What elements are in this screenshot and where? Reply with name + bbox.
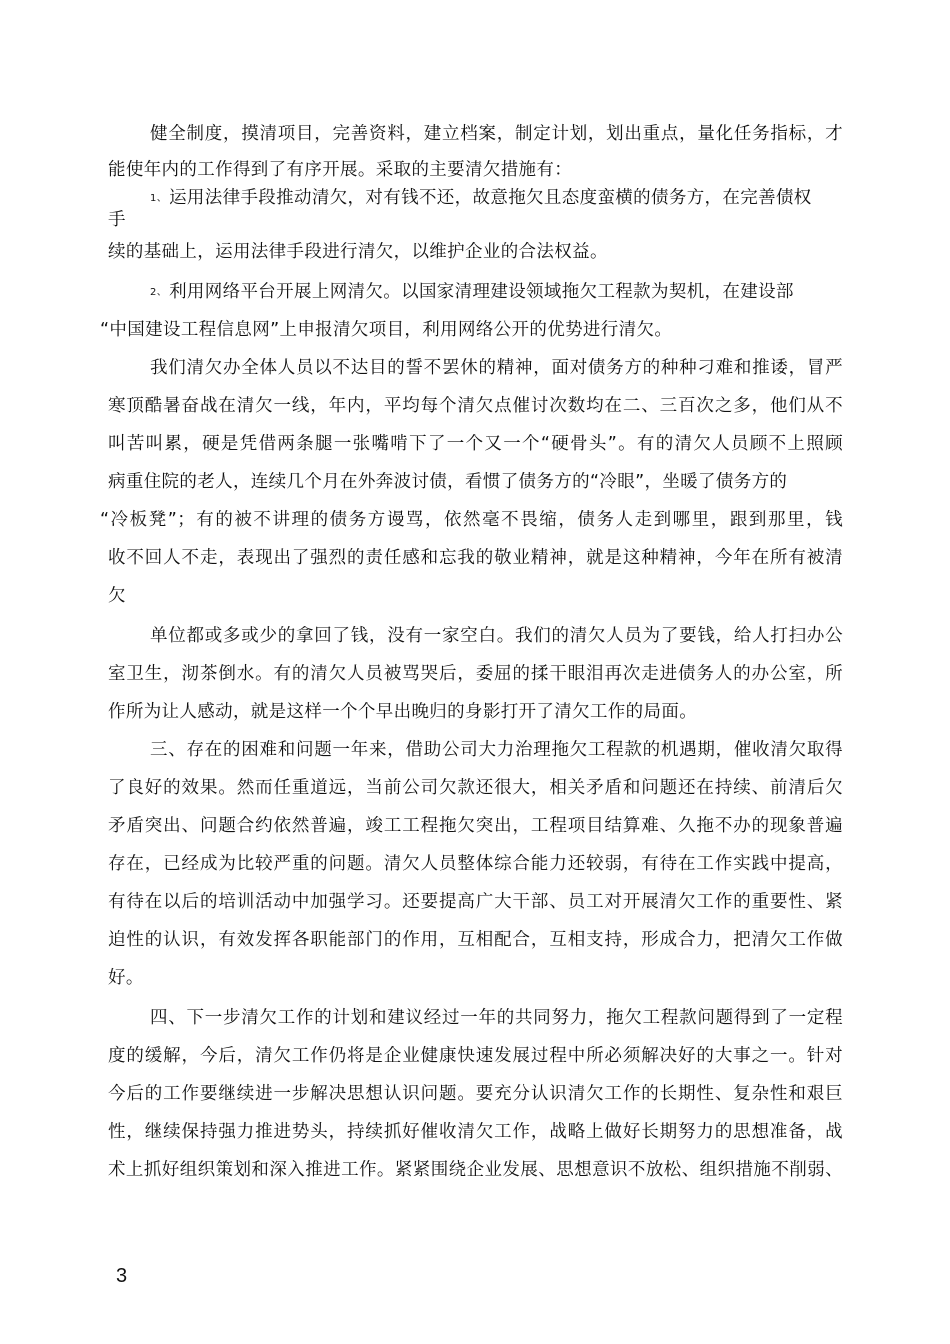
text-line: 三、存在的困难和问题一年来，借助公司大力治理拖欠工程款的机遇期，催收清欠取得 — [150, 740, 843, 760]
text-line: 四、下一步清欠工作的计划和建议经过一年的共同努力，拖欠工程款问题得到了一定程 — [150, 1008, 843, 1028]
text-line: 欠 — [108, 586, 126, 606]
text-line: 存在，已经成为比较严重的问题。清欠人员整体综合能力还较弱，有待在工作实践中提高， — [108, 854, 843, 874]
text-line: 健全制度，摸清项目，完善资料，建立档案，制定计划，划出重点，量化任务指标，才 — [150, 124, 843, 144]
text-line: 有待在以后的培训活动中加强学习。还要提高广大干部、员工对开展清欠工作的重要性、紧 — [108, 892, 843, 912]
text-line: 病重住院的老人，连续几个月在外奔波讨债，看惯了债务方的“冷眼”，坐暖了债务方的 — [108, 472, 788, 492]
text-line: 利用网络平台开展上网清欠。以国家清理建设领域拖欠工程款为契机，在建设部 — [169, 282, 794, 302]
list-item-2 — [150, 281, 843, 306]
text-line: 今后的工作要继续进一步解决思想认识问题。要充分认识清欠工作的长期性、复杂性和艰巨 — [108, 1084, 843, 1104]
list-number: 1、 — [150, 193, 168, 204]
text-line: 迫性的认识，有效发挥各职能部门的作用，互相配合，互相支持，形成合力，把清欠工作做 — [108, 930, 843, 950]
text-line: 收不回人不走，表现出了强烈的责任感和忘我的敬业精神，就是这种精神，今年在所有被清 — [108, 548, 843, 568]
text-line: 术上抓好组织策划和深入推进工作。紧紧围绕企业发展、思想意识不放松、组织措施不削弱、 — [108, 1160, 843, 1180]
text-line: 好。 — [108, 968, 144, 988]
text-line: “冷板凳”；有的被不讲理的债务方谩骂，依然毫不畏缩，债务人走到哪里，跟到那里，钱 — [100, 510, 843, 530]
text-line: 能使年内的工作得到了有序开展。采取的主要清欠措施有： — [108, 160, 573, 180]
text-line: 运用法律手段推动清欠，对有钱不还，故意拖欠且态度蛮横的债务方，在完善债权 — [169, 188, 812, 208]
text-line: 叫苦叫累，硬是凭借两条腿一张嘴啃下了一个又一个“硬骨头”。有的清欠人员顾不上照顾 — [108, 434, 843, 454]
text-line: 度的缓解，今后，清欠工作仍将是企业健康快速发展过程中所必须解决好的大事之一。针对 — [108, 1046, 843, 1066]
text-line: 手 — [108, 210, 126, 230]
text-line: 寒顶酷暑奋战在清欠一线，年内，平均每个清欠点催讨次数均在二、三百次之多，他们从不 — [108, 396, 843, 416]
page-number: 3 — [116, 1265, 128, 1287]
text-line: 室卫生，沏茶倒水。有的清欠人员被骂哭后，委屈的揉干眼泪再次走进债务人的办公室，所 — [108, 664, 843, 684]
text-line: 我们清欠办全体人员以不达目的誓不罢休的精神，面对债务方的种种刁难和推诿，冒严 — [150, 358, 843, 378]
text-line: 矛盾突出、问题合约依然普遍，竣工工程拖欠突出，工程项目结算难、久拖不办的现象普遍 — [108, 816, 843, 836]
list-number: 2、 — [150, 287, 168, 298]
text-line: 作所为让人感动，就是这样一个个早出晚归的身影打开了清欠工作的局面。 — [108, 702, 698, 722]
text-line: 续的基础上，运用法律手段进行清欠，以维护企业的合法权益。 — [108, 242, 608, 262]
text-line: 单位都或多或少的拿回了钱，没有一家空白。我们的清欠人员为了要钱，给人打扫办公 — [150, 626, 843, 646]
text-line: “中国建设工程信息网”上申报清欠项目，利用网络公开的优势进行清欠。 — [100, 320, 673, 340]
text-line: 了良好的效果。然而任重道远，当前公司欠款还很大，相关矛盾和问题还在持续、前清后欠 — [108, 778, 843, 798]
text-line: 性，继续保持强力推进势头，持续抓好催收清欠工作，战略上做好长期努力的思想准备，战 — [108, 1122, 843, 1142]
